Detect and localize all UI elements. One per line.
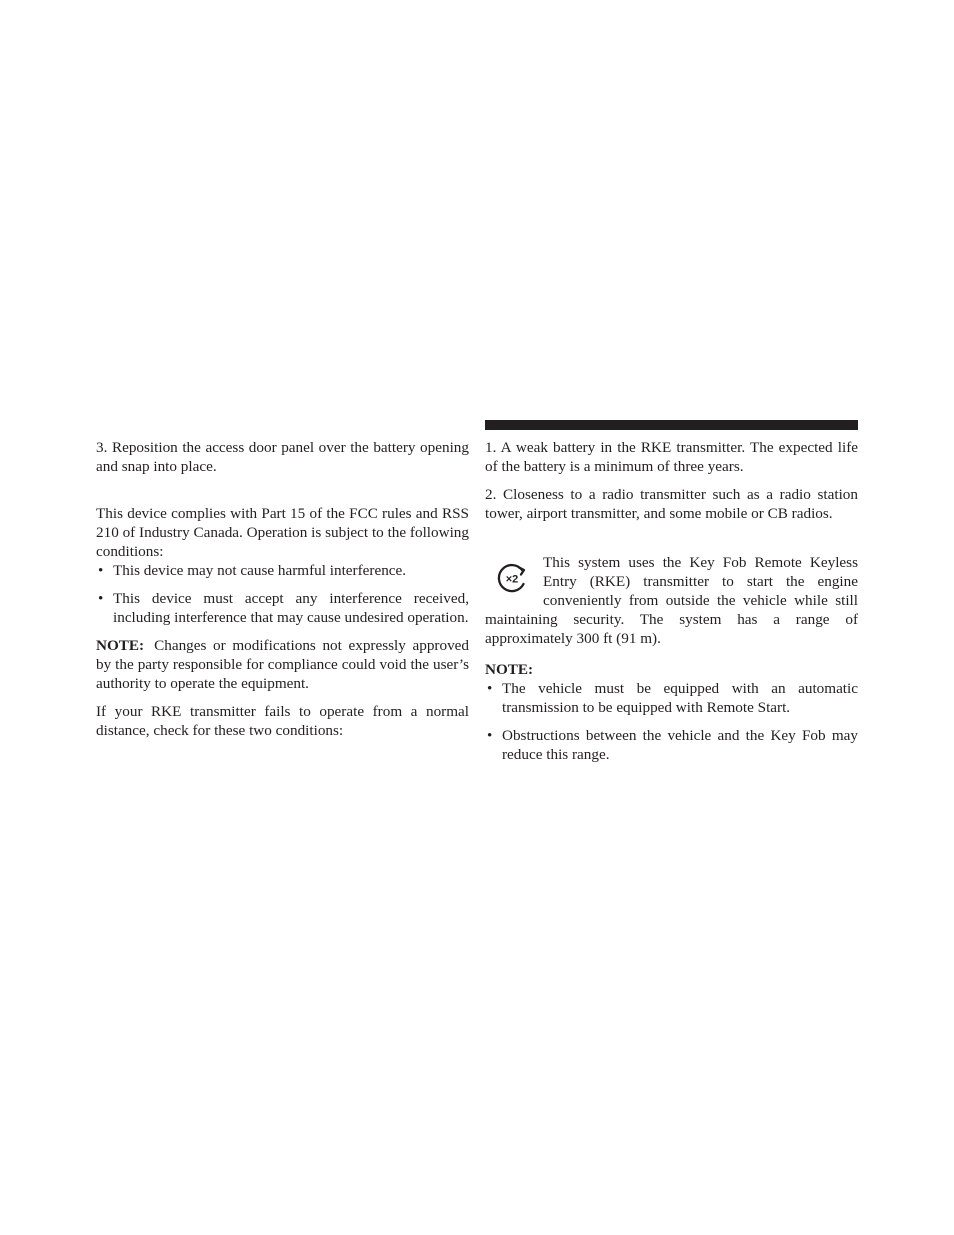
left-column — [96, 438, 469, 740]
step-3-text: 3. Reposition the access door panel over the battery opening and snap into place. — [96, 439, 469, 475]
list-item: • This device may not cause harmful interference. — [96, 561, 469, 580]
list-item: • The vehicle must be equipped with an automatic transmission to be equipped with Remote Start. — [485, 679, 858, 717]
list-item: • Obstructions between the vehicle and the Key Fob may reduce this range. — [485, 726, 858, 764]
remote-start-section — [485, 553, 858, 648]
condition-1-text: 1. A weak battery in the RKE transmitter. The expected life of the battery is a minimum of three years. — [485, 439, 858, 475]
right-column — [485, 438, 858, 764]
range-check-text: If your RKE transmitter fails to operate from a normal distance, check for these two conditions: — [96, 703, 469, 739]
fcc-note — [96, 636, 469, 693]
fcc-compliance-text: This device complies with Part 15 of the FCC rules and RSS 210 of Industry Canada. Operation is subject to the following conditions: — [96, 505, 469, 560]
icon-label: ×2 — [505, 573, 519, 586]
note-label: NOTE: — [485, 661, 534, 678]
remote-start-text: This system uses the Key Fob Remote Keyless Entry (RKE) transmitter to start the engine conveniently from outside the vehicle while still maintaining security. The system has a range of approximately 300 ft (91 m). — [485, 554, 858, 647]
remote-start-notes — [485, 679, 858, 764]
note-label: NOTE: — [96, 637, 145, 654]
section-header-bar — [485, 420, 858, 430]
condition-2-text: 2. Closeness to a radio transmitter such as a radio station tower, airport transmitter, and some mobile or CB radios. — [485, 486, 858, 522]
note-text: Changes or modifications not expressly approved by the party responsible for compliance could void the user’s authority to operate the equipment. — [96, 637, 469, 692]
conditions-list — [96, 561, 469, 627]
remote-start-x2-icon — [485, 553, 543, 609]
list-item: • This device must accept any interference received, including interference that may cause undesired operation. — [96, 589, 469, 627]
